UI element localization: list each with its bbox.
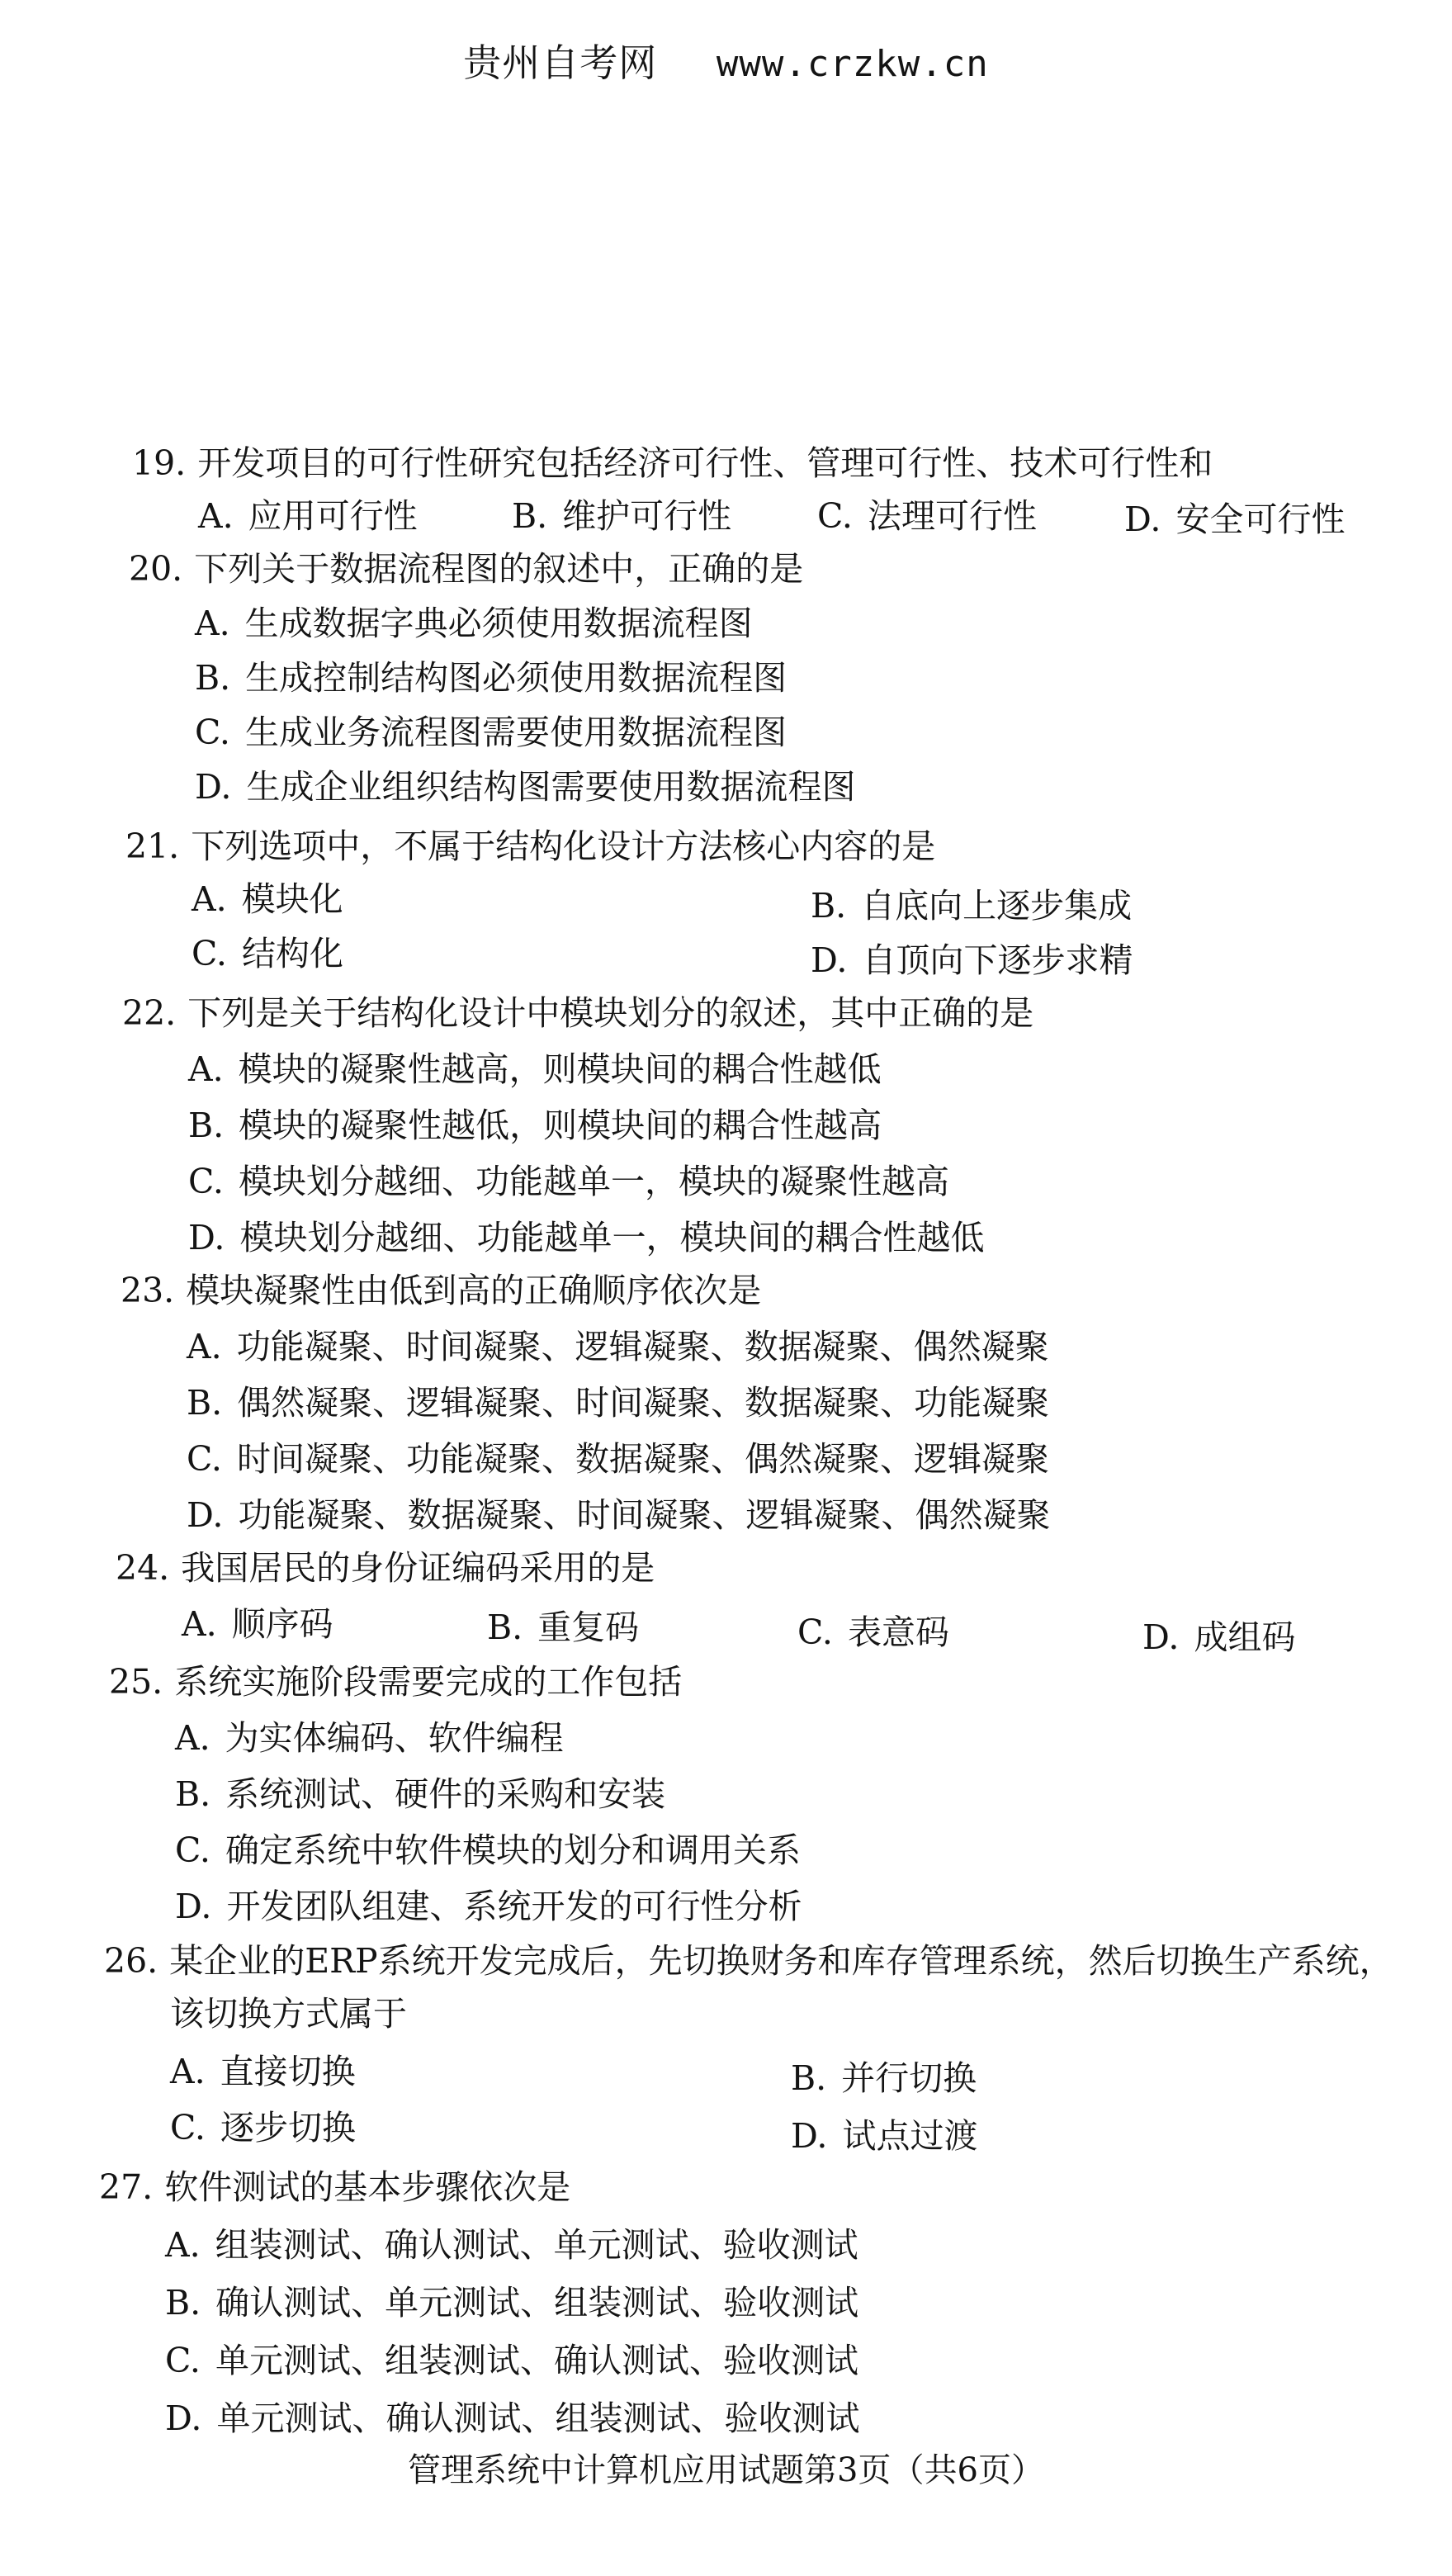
option-text: 法理可行性: [867, 496, 1037, 536]
option-letter: C.: [817, 496, 853, 536]
question-stem: 下列关于数据流程图的叙述中，正确的是: [194, 549, 804, 589]
question-number: 22.: [122, 993, 177, 1033]
option-text: 顺序码: [231, 1604, 333, 1644]
question-stem: 系统实施阶段需要完成的工作包括: [174, 1662, 683, 1702]
option-a: [187, 1319, 1049, 1368]
option-a: [188, 1042, 882, 1091]
option-c: [817, 489, 1037, 537]
question-number: 19.: [132, 443, 187, 483]
question-number: 23.: [121, 1271, 175, 1310]
question-stem: 模块凝聚性由低到高的正确顺序依次是: [186, 1271, 762, 1310]
option-letter: B.: [175, 1774, 211, 1814]
option-letter: B.: [188, 1106, 225, 1145]
option-letter: A.: [182, 1604, 217, 1644]
option-a: [175, 1711, 564, 1759]
option-letter: D.: [165, 2398, 202, 2438]
option-text: 生成数据字典必须使用数据流程图: [244, 604, 753, 643]
option-text: 成组码: [1194, 1617, 1296, 1657]
option-text: 生成控制结构图必须使用数据流程图: [245, 658, 787, 698]
option-letter: B.: [811, 886, 847, 926]
option-text: 功能凝聚、时间凝聚、逻辑凝聚、数据凝聚、偶然凝聚: [236, 1327, 1049, 1366]
question-number: 24.: [116, 1548, 170, 1588]
option-letter: A.: [188, 1049, 224, 1089]
option-text: 重复码: [537, 1608, 640, 1647]
question-stem: 开发项目的可行性研究包括经济可行性、管理可行性、技术可行性和: [197, 443, 1213, 483]
option-d: [1124, 492, 1345, 541]
option-letter: A.: [175, 1718, 210, 1758]
option-letter: B.: [195, 658, 231, 698]
option-c: [175, 1823, 801, 1872]
option-letter: D.: [811, 940, 848, 980]
site-name: 贵州自考网: [463, 40, 658, 85]
option-a: [198, 489, 418, 537]
page-header: [0, 33, 1452, 88]
option-text: 模块的凝聚性越高，则模块间的耦合性越低: [238, 1049, 882, 1089]
option-text: 结构化: [241, 934, 343, 973]
question-21: [125, 819, 935, 868]
option-letter: C.: [195, 713, 230, 752]
option-letter: A.: [198, 496, 234, 536]
option-text: 模块的凝聚性越低，则模块间的耦合性越高: [239, 1106, 882, 1145]
option-letter: A.: [165, 2225, 201, 2265]
option-text: 时间凝聚、功能凝聚、数据凝聚、偶然凝聚、逻辑凝聚: [236, 1439, 1049, 1479]
question-22: [122, 986, 1033, 1035]
option-letter: D.: [187, 1495, 224, 1535]
option-letter: B.: [187, 1383, 223, 1423]
option-text: 模块划分越细、功能越单一，模块间的耦合性越低: [239, 1218, 985, 1257]
question-number: 20.: [129, 549, 183, 589]
option-letter: C.: [175, 1830, 210, 1870]
option-b: [512, 489, 731, 537]
option-letter: B.: [512, 496, 548, 536]
option-text: 功能凝聚、数据凝聚、时间凝聚、逻辑凝聚、偶然凝聚: [238, 1495, 1051, 1535]
option-letter: A.: [192, 879, 227, 919]
option-b: [487, 1600, 639, 1649]
option-d: [195, 760, 855, 808]
question-number: 27.: [99, 2167, 154, 2207]
question-24: [116, 1541, 655, 1589]
option-text: 生成业务流程图需要使用数据流程图: [244, 713, 787, 752]
option-text: 偶然凝聚、逻辑凝聚、时间凝聚、数据凝聚、功能凝聚: [237, 1383, 1050, 1423]
page-footer: 管理系统中计算机应用试题第3页（共6页）: [408, 2451, 1044, 2489]
question-26-stem-continued: 该切换方式属于: [170, 1994, 407, 2034]
option-letter: B.: [487, 1608, 523, 1647]
option-text: 自顶向下逐步求精: [862, 940, 1133, 980]
option-b: [165, 2275, 858, 2324]
option-text: 试点过渡: [842, 2116, 978, 2156]
option-c: [797, 1605, 949, 1654]
question-number: 26.: [104, 1941, 158, 1981]
option-letter: D.: [791, 2116, 828, 2156]
option-b: [811, 878, 1132, 927]
option-text: 确定系统中软件模块的划分和调用关系: [225, 1830, 801, 1870]
option-d: [188, 1210, 984, 1259]
option-letter: D.: [188, 1218, 225, 1257]
option-b: [175, 1767, 665, 1816]
option-text: 系统测试、硬件的采购和安装: [225, 1774, 666, 1814]
option-text: 组装测试、确认测试、单元测试、验收测试: [215, 2225, 858, 2265]
site-url: www.crzkw.cn: [716, 43, 989, 85]
question-23: [121, 1263, 761, 1312]
option-c: [195, 705, 787, 754]
question-25: [109, 1655, 682, 1703]
option-letter: A.: [170, 2052, 206, 2091]
question-19: [132, 436, 1213, 485]
option-text: 为实体编码、软件编程: [225, 1718, 564, 1758]
option-text: 直接切换: [220, 2052, 356, 2091]
option-c: [165, 2333, 858, 2382]
option-b: [188, 1098, 882, 1147]
option-c: [170, 2100, 356, 2149]
option-d: [811, 933, 1133, 982]
option-letter: C.: [192, 934, 227, 973]
option-letter: D.: [195, 767, 232, 807]
option-c: [192, 926, 343, 975]
option-text: 模块化: [241, 879, 343, 919]
option-b: [791, 2051, 977, 2100]
option-text: 生成企业组织结构图需要使用数据流程图: [246, 767, 856, 807]
option-d: [791, 2109, 977, 2157]
option-letter: D.: [175, 1887, 212, 1926]
option-letter: D.: [1124, 500, 1161, 539]
option-a: [170, 2044, 356, 2093]
option-text: 自底向上逐步集成: [861, 886, 1133, 926]
question-number: 25.: [109, 1662, 163, 1702]
option-letter: D.: [1142, 1617, 1180, 1657]
option-letter: B.: [165, 2283, 201, 2323]
question-20: [129, 542, 803, 590]
question-number: 21.: [125, 826, 180, 866]
option-b: [187, 1376, 1049, 1424]
option-d: [1142, 1610, 1295, 1659]
option-d: [175, 1879, 802, 1928]
question-stem: 某企业的ERP系统开发完成后，先切换财务和库存管理系统，然后切换生产系统，: [169, 1941, 1393, 1981]
option-text: 单元测试、组装测试、确认测试、验收测试: [215, 2341, 858, 2380]
option-letter: C.: [170, 2108, 206, 2147]
option-letter: A.: [187, 1327, 222, 1366]
option-d: [187, 1488, 1050, 1537]
option-a: [192, 872, 343, 921]
option-text: 维护可行性: [562, 496, 732, 536]
option-text: 开发团队组建、系统开发的可行性分析: [226, 1887, 802, 1926]
option-a: [182, 1597, 333, 1646]
option-letter: A.: [195, 604, 230, 643]
question-stem: 我国居民的身份证编码采用的是: [181, 1548, 655, 1588]
option-a: [165, 2218, 858, 2266]
option-text: 模块划分越细、功能越单一，模块的凝聚性越高: [238, 1162, 949, 1201]
question-stem: 下列选项中，不属于结构化设计方法核心内容的是: [191, 826, 936, 866]
question-stem: 下列是关于结构化设计中模块划分的叙述，其中正确的是: [187, 993, 1034, 1033]
option-c: [187, 1432, 1049, 1480]
option-a: [195, 596, 753, 645]
option-letter: C.: [797, 1612, 833, 1652]
question-27: [99, 2160, 570, 2209]
option-text: 并行切换: [841, 2058, 977, 2098]
option-letter: C.: [165, 2341, 201, 2380]
option-text: 逐步切换: [220, 2108, 356, 2147]
option-b: [195, 651, 787, 699]
option-letter: C.: [187, 1439, 222, 1479]
option-text: 确认测试、单元测试、组装测试、验收测试: [215, 2283, 859, 2323]
option-text: 应用可行性: [248, 496, 418, 536]
option-d: [165, 2391, 859, 2440]
option-text: 单元测试、确认测试、组装测试、验收测试: [216, 2398, 860, 2438]
option-letter: B.: [791, 2058, 827, 2098]
option-letter: C.: [188, 1162, 224, 1201]
question-stem: 软件测试的基本步骤依次是: [164, 2167, 571, 2207]
option-text: 表意码: [847, 1612, 949, 1652]
option-c: [188, 1154, 949, 1203]
question-26: [104, 1934, 1393, 1982]
option-text: 安全可行性: [1175, 500, 1346, 539]
